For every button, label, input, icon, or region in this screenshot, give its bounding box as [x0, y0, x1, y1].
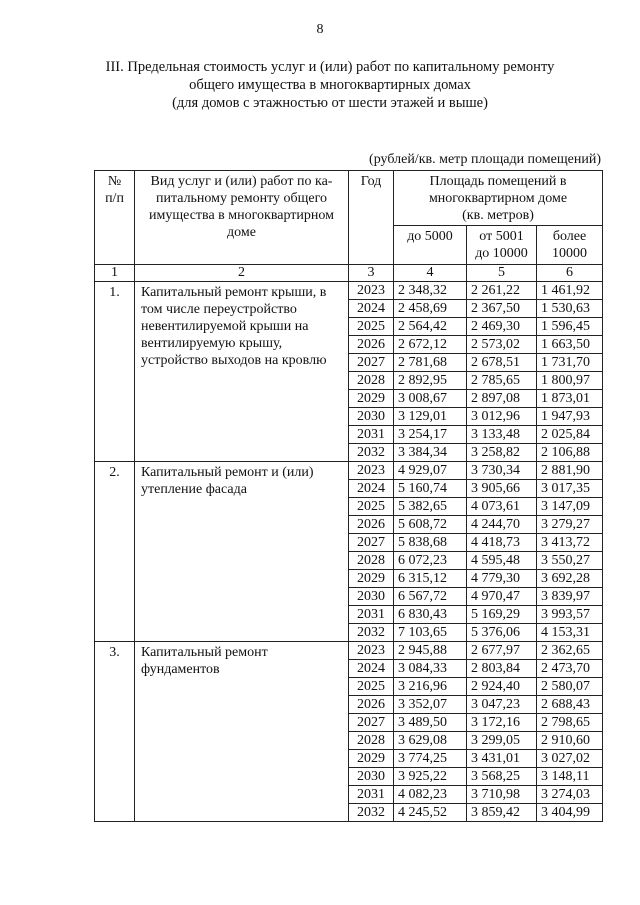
price-over-10000: 3 279,27	[537, 516, 603, 534]
year-cell: 2027	[349, 534, 394, 552]
price-over-10000: 3 550,27	[537, 552, 603, 570]
price-5001-10000: 3 172,16	[467, 714, 537, 732]
price-up-to-5000: 3 254,17	[394, 426, 467, 444]
year-cell: 2029	[349, 390, 394, 408]
year-cell: 2028	[349, 552, 394, 570]
year-cell: 2024	[349, 300, 394, 318]
header-text: от 5001	[479, 229, 524, 244]
price-over-10000: 2 688,43	[537, 696, 603, 714]
price-up-to-5000: 2 348,32	[394, 282, 467, 300]
price-up-to-5000: 3 384,34	[394, 444, 467, 462]
price-over-10000: 3 993,57	[537, 606, 603, 624]
price-5001-10000: 5 376,06	[467, 624, 537, 642]
header-text: (кв. метров)	[462, 208, 534, 223]
work-type-line: Капитальный ремонт крыши, в	[141, 285, 327, 300]
year-cell: 2029	[349, 570, 394, 588]
price-up-to-5000: 3 489,50	[394, 714, 467, 732]
header-year: Год	[349, 171, 394, 265]
price-up-to-5000: 3 352,07	[394, 696, 467, 714]
work-type-line: Капитальный ремонт и (или)	[141, 465, 314, 480]
price-5001-10000: 3 133,48	[467, 426, 537, 444]
year-cell: 2030	[349, 588, 394, 606]
price-5001-10000: 3 431,01	[467, 750, 537, 768]
year-cell: 2028	[349, 372, 394, 390]
item-number: 1.	[95, 282, 135, 462]
price-up-to-5000: 3 129,01	[394, 408, 467, 426]
title-line: общего имущества в многоквартирных домах	[189, 77, 471, 93]
price-up-to-5000: 4 929,07	[394, 462, 467, 480]
year-cell: 2030	[349, 408, 394, 426]
header-text: 10000	[552, 246, 587, 261]
section-title	[60, 58, 600, 112]
price-up-to-5000: 3 774,25	[394, 750, 467, 768]
title-line: III. Предельная стоимость услуг и (или) работ по капитальному ремонту	[105, 59, 555, 75]
price-over-10000: 2 025,84	[537, 426, 603, 444]
header-text: доме	[227, 225, 256, 240]
year-cell: 2028	[349, 732, 394, 750]
year-cell: 2032	[349, 804, 394, 822]
header-text: имущества в многоквартирном	[149, 208, 334, 223]
header-area	[394, 171, 603, 226]
price-up-to-5000: 3 084,33	[394, 660, 467, 678]
price-over-10000: 1 461,92	[537, 282, 603, 300]
price-5001-10000: 4 418,73	[467, 534, 537, 552]
price-5001-10000: 2 897,08	[467, 390, 537, 408]
header-area-large	[537, 226, 603, 265]
price-5001-10000: 4 073,61	[467, 498, 537, 516]
header-text: Площадь помещений в	[429, 174, 567, 189]
price-up-to-5000: 6 315,12	[394, 570, 467, 588]
year-cell: 2023	[349, 282, 394, 300]
column-number: 3	[349, 265, 394, 282]
header-area-small	[394, 226, 467, 265]
price-5001-10000: 3 047,23	[467, 696, 537, 714]
price-up-to-5000: 5 608,72	[394, 516, 467, 534]
header-work-type	[135, 171, 349, 265]
work-type-line: фундаментов	[141, 662, 220, 677]
year-cell: 2025	[349, 498, 394, 516]
price-up-to-5000: 2 458,69	[394, 300, 467, 318]
price-up-to-5000: 4 245,52	[394, 804, 467, 822]
price-5001-10000: 2 924,40	[467, 678, 537, 696]
year-cell: 2030	[349, 768, 394, 786]
price-up-to-5000: 5 160,74	[394, 480, 467, 498]
price-5001-10000: 2 469,30	[467, 318, 537, 336]
price-5001-10000: 2 677,97	[467, 642, 537, 660]
year-cell: 2026	[349, 336, 394, 354]
price-over-10000: 2 580,07	[537, 678, 603, 696]
year-cell: 2032	[349, 624, 394, 642]
year-cell: 2026	[349, 516, 394, 534]
price-over-10000: 3 692,28	[537, 570, 603, 588]
price-5001-10000: 4 244,70	[467, 516, 537, 534]
price-over-10000: 1 947,93	[537, 408, 603, 426]
price-up-to-5000: 6 072,23	[394, 552, 467, 570]
price-over-10000: 2 910,60	[537, 732, 603, 750]
price-over-10000: 1 596,45	[537, 318, 603, 336]
header-number	[95, 171, 135, 265]
price-up-to-5000: 3 925,22	[394, 768, 467, 786]
price-over-10000: 2 362,65	[537, 642, 603, 660]
price-5001-10000: 3 012,96	[467, 408, 537, 426]
price-5001-10000: 3 905,66	[467, 480, 537, 498]
price-up-to-5000: 3 629,08	[394, 732, 467, 750]
price-up-to-5000: 3 008,67	[394, 390, 467, 408]
work-type-line: том числе переустройство	[141, 302, 297, 317]
column-number: 4	[394, 265, 467, 282]
column-number-row	[95, 265, 603, 282]
header-text: п/п	[105, 191, 124, 206]
price-over-10000: 3 017,35	[537, 480, 603, 498]
price-up-to-5000: 2 781,68	[394, 354, 467, 372]
price-over-10000: 3 839,97	[537, 588, 603, 606]
units-note: (рублей/кв. метр площади помещений)	[369, 152, 601, 167]
price-over-10000: 3 413,72	[537, 534, 603, 552]
year-cell: 2025	[349, 678, 394, 696]
price-up-to-5000: 2 564,42	[394, 318, 467, 336]
header-text: №	[107, 174, 122, 189]
header-area-medium	[467, 226, 537, 265]
header-text: до 10000	[475, 246, 528, 261]
price-5001-10000: 4 779,30	[467, 570, 537, 588]
price-5001-10000: 2 367,50	[467, 300, 537, 318]
work-type-name	[135, 462, 349, 642]
header-text: до 5000	[407, 229, 453, 244]
price-over-10000: 3 027,02	[537, 750, 603, 768]
title-line: (для домов с этажностью от шести этажей и выше)	[172, 95, 488, 111]
price-5001-10000: 2 573,02	[467, 336, 537, 354]
price-over-10000: 4 153,31	[537, 624, 603, 642]
header-text: более	[552, 229, 587, 244]
table-row	[95, 462, 603, 480]
price-over-10000: 3 274,03	[537, 786, 603, 804]
price-over-10000: 1 530,63	[537, 300, 603, 318]
work-type-line: вентилируемую крышу,	[141, 336, 283, 351]
price-over-10000: 2 473,70	[537, 660, 603, 678]
price-up-to-5000: 5 382,65	[394, 498, 467, 516]
work-type-name	[135, 642, 349, 822]
price-5001-10000: 2 678,51	[467, 354, 537, 372]
year-cell: 2031	[349, 606, 394, 624]
price-up-to-5000: 7 103,65	[394, 624, 467, 642]
year-cell: 2032	[349, 444, 394, 462]
year-cell: 2027	[349, 354, 394, 372]
price-5001-10000: 2 785,65	[467, 372, 537, 390]
column-number: 1	[95, 265, 135, 282]
price-up-to-5000: 2 672,12	[394, 336, 467, 354]
column-number: 5	[467, 265, 537, 282]
price-table	[94, 170, 603, 822]
price-over-10000: 1 873,01	[537, 390, 603, 408]
table-row	[95, 642, 603, 660]
price-over-10000: 3 147,09	[537, 498, 603, 516]
price-up-to-5000: 6 830,43	[394, 606, 467, 624]
work-type-line: невентилируемой крыши на	[141, 319, 309, 334]
price-5001-10000: 2 261,22	[467, 282, 537, 300]
column-number: 2	[135, 265, 349, 282]
year-cell: 2026	[349, 696, 394, 714]
price-up-to-5000: 4 082,23	[394, 786, 467, 804]
price-up-to-5000: 2 892,95	[394, 372, 467, 390]
price-over-10000: 2 881,90	[537, 462, 603, 480]
year-cell: 2024	[349, 660, 394, 678]
price-over-10000: 1 663,50	[537, 336, 603, 354]
price-over-10000: 3 404,99	[537, 804, 603, 822]
price-over-10000: 1 731,70	[537, 354, 603, 372]
price-5001-10000: 4 970,47	[467, 588, 537, 606]
header-text: многоквартирном доме	[428, 191, 568, 206]
price-5001-10000: 3 299,05	[467, 732, 537, 750]
work-type-line: Капитальный ремонт	[141, 645, 268, 660]
price-over-10000: 2 798,65	[537, 714, 603, 732]
price-5001-10000: 3 710,98	[467, 786, 537, 804]
year-cell: 2027	[349, 714, 394, 732]
item-number: 2.	[95, 462, 135, 642]
price-over-10000: 2 106,88	[537, 444, 603, 462]
price-up-to-5000: 2 945,88	[394, 642, 467, 660]
year-cell: 2023	[349, 462, 394, 480]
table-row	[95, 282, 603, 300]
column-number: 6	[537, 265, 603, 282]
header-text: Вид услуг и (или) работ по ка-	[150, 174, 333, 189]
price-5001-10000: 3 568,25	[467, 768, 537, 786]
work-type-name	[135, 282, 349, 462]
price-5001-10000: 5 169,29	[467, 606, 537, 624]
work-type-line: утепление фасада	[141, 482, 247, 497]
page-number: 8	[316, 22, 324, 37]
header-text: питальному ремонту общего	[155, 191, 328, 206]
year-cell: 2029	[349, 750, 394, 768]
price-5001-10000: 3 258,82	[467, 444, 537, 462]
work-type-line: устройство выходов на кровлю	[141, 353, 327, 368]
price-over-10000: 1 800,97	[537, 372, 603, 390]
price-over-10000: 3 148,11	[537, 768, 603, 786]
year-cell: 2031	[349, 426, 394, 444]
header-row	[95, 171, 603, 226]
price-up-to-5000: 5 838,68	[394, 534, 467, 552]
price-5001-10000: 2 803,84	[467, 660, 537, 678]
price-5001-10000: 3 730,34	[467, 462, 537, 480]
year-cell: 2023	[349, 642, 394, 660]
year-cell: 2031	[349, 786, 394, 804]
price-up-to-5000: 6 567,72	[394, 588, 467, 606]
year-cell: 2025	[349, 318, 394, 336]
price-up-to-5000: 3 216,96	[394, 678, 467, 696]
year-cell: 2024	[349, 480, 394, 498]
price-5001-10000: 4 595,48	[467, 552, 537, 570]
price-5001-10000: 3 859,42	[467, 804, 537, 822]
item-number: 3.	[95, 642, 135, 822]
